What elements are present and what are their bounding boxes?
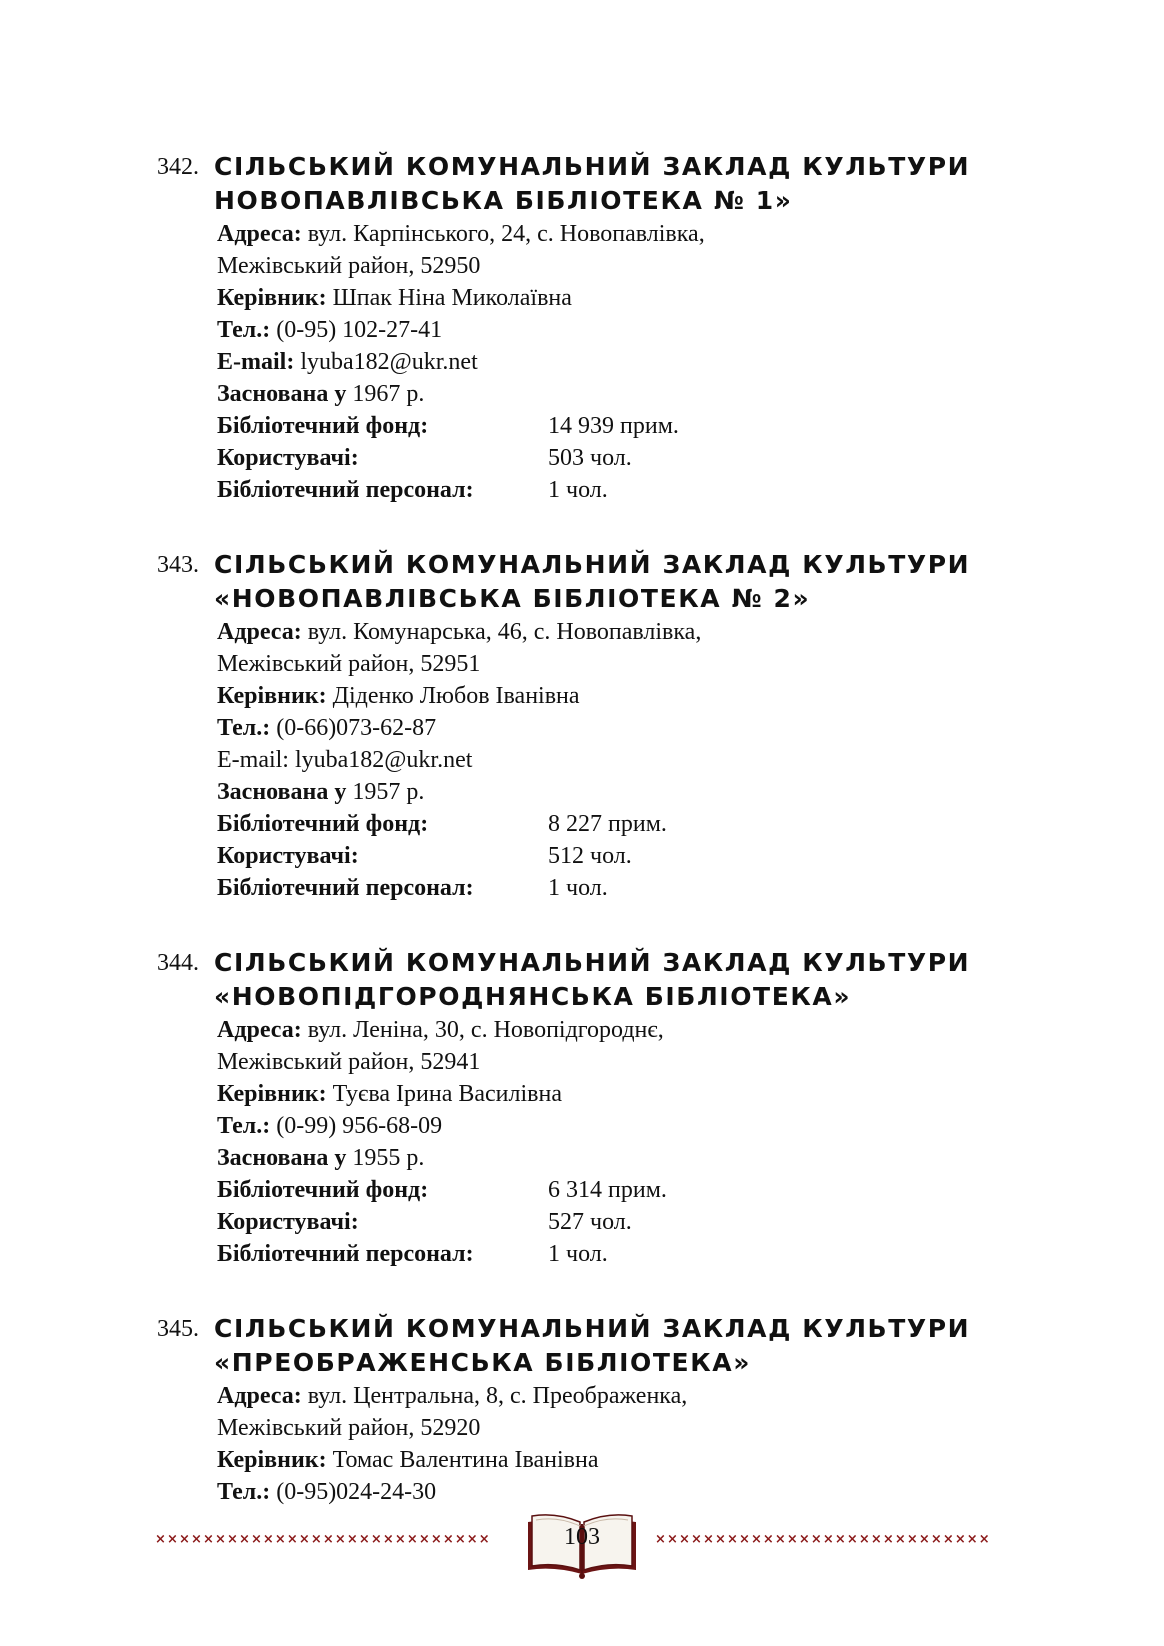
entry-number: 342. [157,154,199,180]
entry-title-line2: НОВОПАВЛІВСЬКА БІБЛІОТЕКА № 1» [214,186,793,215]
founded-label: Заснована у [217,1145,347,1171]
founded-line [0,378,1164,410]
staff-value: 1 чол. [548,477,608,503]
founded-line [0,1142,1164,1174]
head-value: Туєва Ірина Василівна [332,1081,562,1107]
entry-title [0,1312,1164,1380]
address-value: вул. Леніна, 30, с. Новопідгороднє, [307,1017,664,1043]
head-line [0,1444,1164,1476]
phone-label: Тел.: [217,715,271,741]
page-footer [0,1508,1164,1588]
entry-number: 343. [157,552,199,578]
email-value: lyuba182@ukr.net [294,747,473,773]
entry-title-line1: СІЛЬСЬКИЙ КОМУНАЛЬНИЙ ЗАКЛАД КУЛЬТУРИ [214,152,971,181]
users-value: 527 чол. [548,1209,632,1235]
founded-value: 1955 р. [352,1145,425,1171]
entry-title-line2: «ПРЕОБРАЖЕНСЬКА БІБЛІОТЕКА» [214,1348,751,1377]
email-label: E-mail: [217,349,295,375]
phone-value: (0-95) 102-27-41 [276,317,443,343]
fund-label: Бібліотечний фонд: [217,811,429,837]
staff-value: 1 чол. [548,1241,608,1267]
phone-line [0,1110,1164,1142]
entry-title [0,548,1164,616]
founded-value: 1967 р. [352,381,425,407]
head-label: Керівник: [217,285,327,311]
library-entry [0,946,1164,1270]
fund-label: Бібліотечний фонд: [217,1177,429,1203]
library-entry [0,150,1164,506]
fund-row [0,1174,1164,1206]
phone-label: Тел.: [217,317,271,343]
address-line [0,1014,1164,1046]
page-number: 103 [564,1524,600,1550]
users-label: Користувачі: [217,843,359,869]
address-line [0,616,1164,648]
head-value: Томас Валентина Іванівна [332,1447,599,1473]
entry-number: 345. [157,1316,199,1342]
phone-label: Тел.: [217,1479,271,1505]
founded-label: Заснована у [217,779,347,805]
address-value: вул. Карпінського, 24, с. Новопавлівка, [307,221,705,247]
entry-number: 344. [157,950,199,976]
entry-title [0,946,1164,1014]
phone-value: (0-99) 956-68-09 [276,1113,443,1139]
founded-line [0,776,1164,808]
address-line [0,218,1164,250]
head-line [0,1078,1164,1110]
users-value: 512 чол. [548,843,632,869]
email-line [0,346,1164,378]
fund-value: 14 939 прим. [548,413,679,439]
address-line-2: Межівський район, 52920 [217,1415,481,1441]
entry-title-line1: СІЛЬСЬКИЙ КОМУНАЛЬНИЙ ЗАКЛАД КУЛЬТУРИ [214,550,971,579]
address-label: Адреса: [217,221,302,247]
staff-row [0,1238,1164,1270]
library-directory [0,150,1164,1550]
head-value: Шпак Ніна Миколаївна [332,285,572,311]
address-label: Адреса: [217,1017,302,1043]
address-value: вул. Комунарська, 46, с. Новопавлівка, [307,619,702,645]
head-line [0,680,1164,712]
fund-row [0,410,1164,442]
head-line [0,282,1164,314]
phone-value: (0-95)024-24-30 [276,1479,437,1505]
address-line [0,1380,1164,1412]
ornament-left: ×××××××××××××××××××××××××××× [155,1532,491,1547]
email-line [0,744,1164,776]
address-line-2: Межівський район, 52941 [217,1049,481,1075]
library-entry [0,548,1164,904]
staff-row [0,872,1164,904]
users-label: Користувачі: [217,1209,359,1235]
head-value: Діденко Любов Іванівна [332,683,580,709]
phone-label: Тел.: [217,1113,271,1139]
users-value: 503 чол. [548,445,632,471]
fund-value: 8 227 прим. [548,811,667,837]
email-value: lyuba182@ukr.net [300,349,478,375]
head-label: Керівник: [217,683,327,709]
fund-value: 6 314 прим. [548,1177,667,1203]
users-row [0,1206,1164,1238]
library-entry [0,1312,1164,1508]
entry-title-line1: СІЛЬСЬКИЙ КОМУНАЛЬНИЙ ЗАКЛАД КУЛЬТУРИ [214,1314,971,1343]
head-label: Керівник: [217,1447,327,1473]
staff-row [0,474,1164,506]
entry-title-line1: СІЛЬСЬКИЙ КОМУНАЛЬНИЙ ЗАКЛАД КУЛЬТУРИ [214,948,971,977]
staff-label: Бібліотечний персонал: [217,1241,474,1267]
users-row [0,840,1164,872]
users-label: Користувачі: [217,445,359,471]
address-line-2: Межівський район, 52950 [217,253,481,279]
founded-value: 1957 р. [352,779,425,805]
entry-title [0,150,1164,218]
phone-value: (0-66)073-62-87 [276,715,437,741]
staff-value: 1 чол. [548,875,608,901]
address-label: Адреса: [217,1383,302,1409]
phone-line [0,712,1164,744]
address-value: вул. Центральна, 8, с. Преображенка, [307,1383,688,1409]
head-label: Керівник: [217,1081,327,1107]
phone-line [0,314,1164,346]
fund-label: Бібліотечний фонд: [217,413,429,439]
founded-label: Заснована у [217,381,347,407]
address-label: Адреса: [217,619,302,645]
entry-title-line2: «НОВОПАВЛІВСЬКА БІБЛІОТЕКА № 2» [214,584,811,613]
staff-label: Бібліотечний персонал: [217,477,474,503]
users-row [0,442,1164,474]
fund-row [0,808,1164,840]
entry-title-line2: «НОВОПІДГОРОДНЯНСЬКА БІБЛІОТЕКА» [214,982,852,1011]
phone-line [0,1476,1164,1508]
staff-label: Бібліотечний персонал: [217,875,474,901]
address-line-2: Межівський район, 52951 [217,651,481,677]
email-label: E-mail: [217,747,289,773]
ornament-right: ×××××××××××××××××××××××××××× [655,1532,991,1547]
